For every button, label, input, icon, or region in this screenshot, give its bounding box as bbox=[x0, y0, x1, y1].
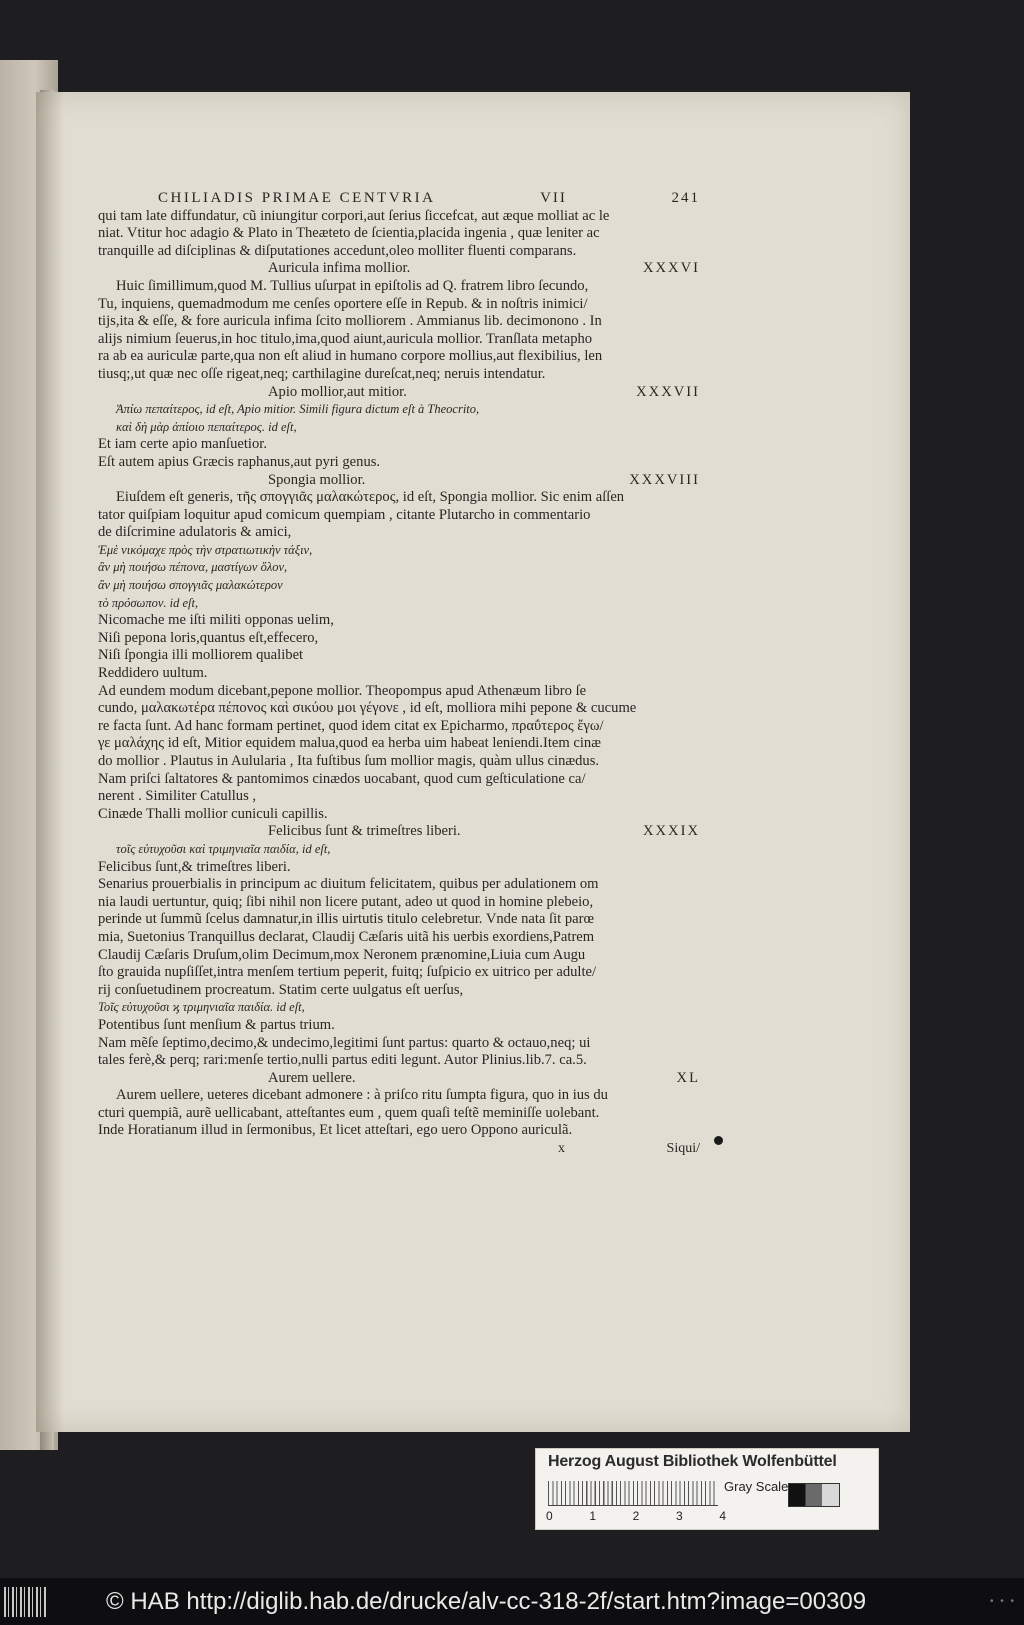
adage-number: XXXVII bbox=[636, 383, 700, 400]
text-line: nia laudi uertuntur, quiq; ſibi nihil non licere putant, adeo ut quod in homine plebeio, bbox=[98, 893, 594, 910]
text-line: Nam priſci ſaltatores & pantomimos cinædos uocabant, quod cum geſticulatione ca/ bbox=[98, 770, 586, 787]
text-line: γε μαλάχης id eſt, Mitior equidem malua,quod ea herba uim habeat leniendi.Item cinæ bbox=[98, 735, 601, 752]
text-line: niat. Vtitur hoc adagio & Plato in Theæteto de ſcientia,placida ingenia , quæ leniter ac bbox=[98, 225, 600, 242]
text-line: qui tam late diffundatur, cũ iniungitur corpori,aut ſerius ſiccefcat, aut æque molliat ac le bbox=[98, 207, 610, 224]
text-line: Eiuſdem eſt generis, τῆς σπογγιᾶς μαλακώτερος, id eſt, Spongia mollior. Sic enim aſſen bbox=[116, 489, 625, 506]
text-line: Claudij Cæſaris Druſum,olim Decimum,mox Neronem prænomine,Liuia cum Augu bbox=[98, 946, 586, 963]
adage-title: Spongia mollior. bbox=[268, 471, 366, 488]
adage-number: XL bbox=[676, 1069, 700, 1086]
gray-scale-label: Gray Scale bbox=[724, 1479, 789, 1494]
text-line: tator quiſpiam loquitur apud comicum quempiam , citante Plutarcho in commentario bbox=[98, 506, 591, 523]
text-line: Huic ſimillimum,quod M. Tullius uſurpat in epiſtolis ad Q. fratrem libro ſecundo, bbox=[116, 277, 589, 294]
greek-line: ἂν μὴ ποιήσω πέπονα, μαστίγων ὅλον, bbox=[98, 560, 288, 575]
text-line: Felicibus ſunt,& trimeſtres liberi. bbox=[98, 858, 291, 875]
text-line: Niſi pepona loris,quantus eſt,effecero, bbox=[98, 629, 319, 646]
adage-number: XXXIX bbox=[642, 823, 700, 840]
ruler-number: 2 bbox=[632, 1509, 640, 1523]
footer-dots-icon: • • • bbox=[989, 1596, 1016, 1607]
ruler-number: 1 bbox=[589, 1509, 597, 1523]
page-text bbox=[98, 190, 700, 1158]
text-line: Aurem uellere, ueteres dicebant admonere : à priſco ritu ſumpta figura, quo in ius du bbox=[116, 1087, 608, 1104]
page-number: 241 bbox=[671, 190, 700, 206]
text-line: re facta ſunt. Ad hanc formam pertinet, quod idem citat ex Epicharmo, πραΰτερος ἔγω/ bbox=[98, 717, 604, 734]
text-line: nerent . Similiter Catullus , bbox=[98, 788, 257, 805]
adage-heading bbox=[98, 384, 700, 402]
text-line: alijs nimium ſeuerus,in hoc titulo,ima,quod aiunt,auricula mollior. Tranſlata metapho bbox=[98, 330, 593, 347]
adage-heading bbox=[98, 260, 700, 278]
greek-line: ἂν μὴ ποιήσω σπογγιᾶς μαλακώτερον bbox=[98, 578, 283, 593]
greek-line: τὸ πρόσωπον. id eſt, bbox=[98, 595, 199, 610]
text-line: rij conſuetudinem procreatum. Statim certe uulgatus eſt uerſus, bbox=[98, 981, 464, 998]
text-line: tranquille ad diſciplinas & diſputationes accedunt,oleo molliter fluenti comparans. bbox=[98, 242, 577, 259]
text-line: tijs,ita & eſſe, & fore auricula infima ſcito molliorem . Ammianus lib. decimonono . In bbox=[98, 313, 602, 330]
adage-title: Auricula infima mollior. bbox=[268, 260, 411, 277]
text-line: Niſi ſpongia illi molliorem qualibet bbox=[98, 647, 304, 664]
text-line: Ad eundem modum dicebant,pepone mollior. Theopompus apud Athenæum libro ſe bbox=[98, 682, 587, 699]
library-label-title: Herzog August Bibliothek Wolfenbüttel bbox=[548, 1453, 837, 1470]
greek-line: Ἀπίω πεπαίτερος, id eſt, Apio mitior. Simili figura dictum eſt à Theocrito, bbox=[116, 402, 480, 417]
library-label bbox=[535, 1448, 879, 1530]
greek-line: τοῖς εὐτυχοῦσι καὶ τριμηνιαῖα παιδία, id eſt, bbox=[116, 841, 331, 856]
margin-dot bbox=[714, 1136, 723, 1145]
ruler-numbers bbox=[546, 1509, 726, 1523]
adage-heading bbox=[98, 823, 700, 841]
text-line: Eſt autem apius Græcis raphanus,aut pyri genus. bbox=[98, 453, 381, 470]
text-line: Nicomache me iſti militi opponas uelim, bbox=[98, 612, 334, 629]
running-title: CHILIADIS PRIMAE CENTVRIA bbox=[158, 190, 436, 206]
greek-line: Τοῖς εὐτυχοῦσι ϗ τριμηνιαῖα παιδία. id eſt, bbox=[98, 1000, 305, 1015]
text-line: cundo, μαλακωτέρα πέπονος καὶ σικύου μοι γέγονε , id eſt, molliora mihi pepone & cucume bbox=[98, 700, 637, 717]
text-line: Nam mẽſe ſeptimo,decimo,& undecimo,legitimi ſunt partus: quarto & octauo,neq; ui bbox=[98, 1034, 591, 1051]
text-line: do mollior . Plautus in Aulularia , Ita fuſtibus ſum mollior magis, quàm ullus cinædus. bbox=[98, 753, 600, 769]
text-line: tales ferè,& perq; rari:menſe tertio,nulli partus editi legunt. Autor Plinius.lib.7. ca.5. bbox=[98, 1052, 587, 1069]
ruler-number: 0 bbox=[546, 1509, 553, 1523]
text-line: de diſcrimine adulatoris & amici, bbox=[98, 524, 292, 541]
text-line: Inde Horatianum illud in ſermonibus, Et licet atteſtari, ego uero Oppono auriculã. bbox=[98, 1122, 573, 1139]
text-line: Et iam certe apio manſuetior. bbox=[98, 436, 267, 453]
adage-number: XXXVIII bbox=[629, 471, 700, 488]
text-line: mia, Suetonius Tranquillus declarat, Claudij Cæſaris uitã his uerbis exordiens,Patrem bbox=[98, 928, 595, 945]
greek-line: Ἐμὲ νικόμαχε πρὸς τὴν στρατιωτικὴν τάξιν, bbox=[98, 542, 313, 557]
ruler-scale bbox=[548, 1481, 718, 1506]
signature-mark: x bbox=[558, 1141, 565, 1157]
text-line: Senarius prouerbialis in principum ac diuitum felicitatem, quibus per adulationem om bbox=[98, 876, 599, 893]
running-header bbox=[158, 190, 700, 208]
text-line: Reddidero uultum. bbox=[98, 665, 208, 682]
page-foot bbox=[98, 1140, 700, 1158]
ruler-number: 3 bbox=[675, 1509, 683, 1523]
text-line: Tu, inquiens, quemadmodum me cenſes oportere eſſe in Repub. & in noſtris inimici/ bbox=[98, 295, 588, 312]
text-line: perinde ut ſummũ ſcelus damnatur,in illis uirtutis titulo celebretur. Vnde nata ſit parœ bbox=[98, 911, 595, 928]
text-line: ra ab ea auriculæ parte,qua non eſt aliud in humano corpore mollius,aut flexibilius, len bbox=[98, 348, 603, 365]
ruler-number: 4 bbox=[719, 1509, 726, 1523]
catchword: Siqui/ bbox=[666, 1141, 700, 1157]
greek-line: καὶ δὴ μὰρ ἀπίοιο πεπαίτερος. id eſt, bbox=[116, 419, 297, 434]
adage-title: Felicibus ſunt & trimeſtres liberi. bbox=[268, 823, 461, 840]
text-line: Potentibus ſunt menſium & partus trium. bbox=[98, 1016, 335, 1033]
adage-heading bbox=[98, 1070, 700, 1088]
adage-title: Aurem uellere. bbox=[268, 1069, 356, 1086]
gutter-shadow bbox=[36, 92, 64, 1432]
adage-heading bbox=[98, 472, 700, 490]
text-line: cturi quempiã, aurẽ uellicabant, atteſtantes eum , quem quaſi teſtẽ meminiſſe uolebant. bbox=[98, 1104, 600, 1121]
gray-scale-swatch bbox=[788, 1483, 840, 1507]
text-line: tiusq;,ut quæ nec oſſe rigeat,neq; carthilagine dureſcat,neq; neruis intendatur. bbox=[98, 365, 546, 382]
text-line: Cinæde Thalli mollior cuniculi capillis. bbox=[98, 805, 328, 822]
text-line: ſto grauida nupſiſſet,intra menſem tertium peperit, fuitq; ſuſpicio ex uitrico per adulte/ bbox=[98, 964, 597, 981]
century-number: VII bbox=[540, 190, 567, 206]
footer-url[interactable]: © HAB http://diglib.hab.de/drucke/alv-cc-318-2f/start.htm?image=00309 bbox=[106, 1587, 867, 1615]
adage-title: Apio mollior,aut mitior. bbox=[268, 383, 407, 400]
footer-bar bbox=[0, 1578, 1024, 1625]
barcode-icon bbox=[4, 1587, 48, 1617]
adage-number: XXXVI bbox=[642, 260, 700, 277]
